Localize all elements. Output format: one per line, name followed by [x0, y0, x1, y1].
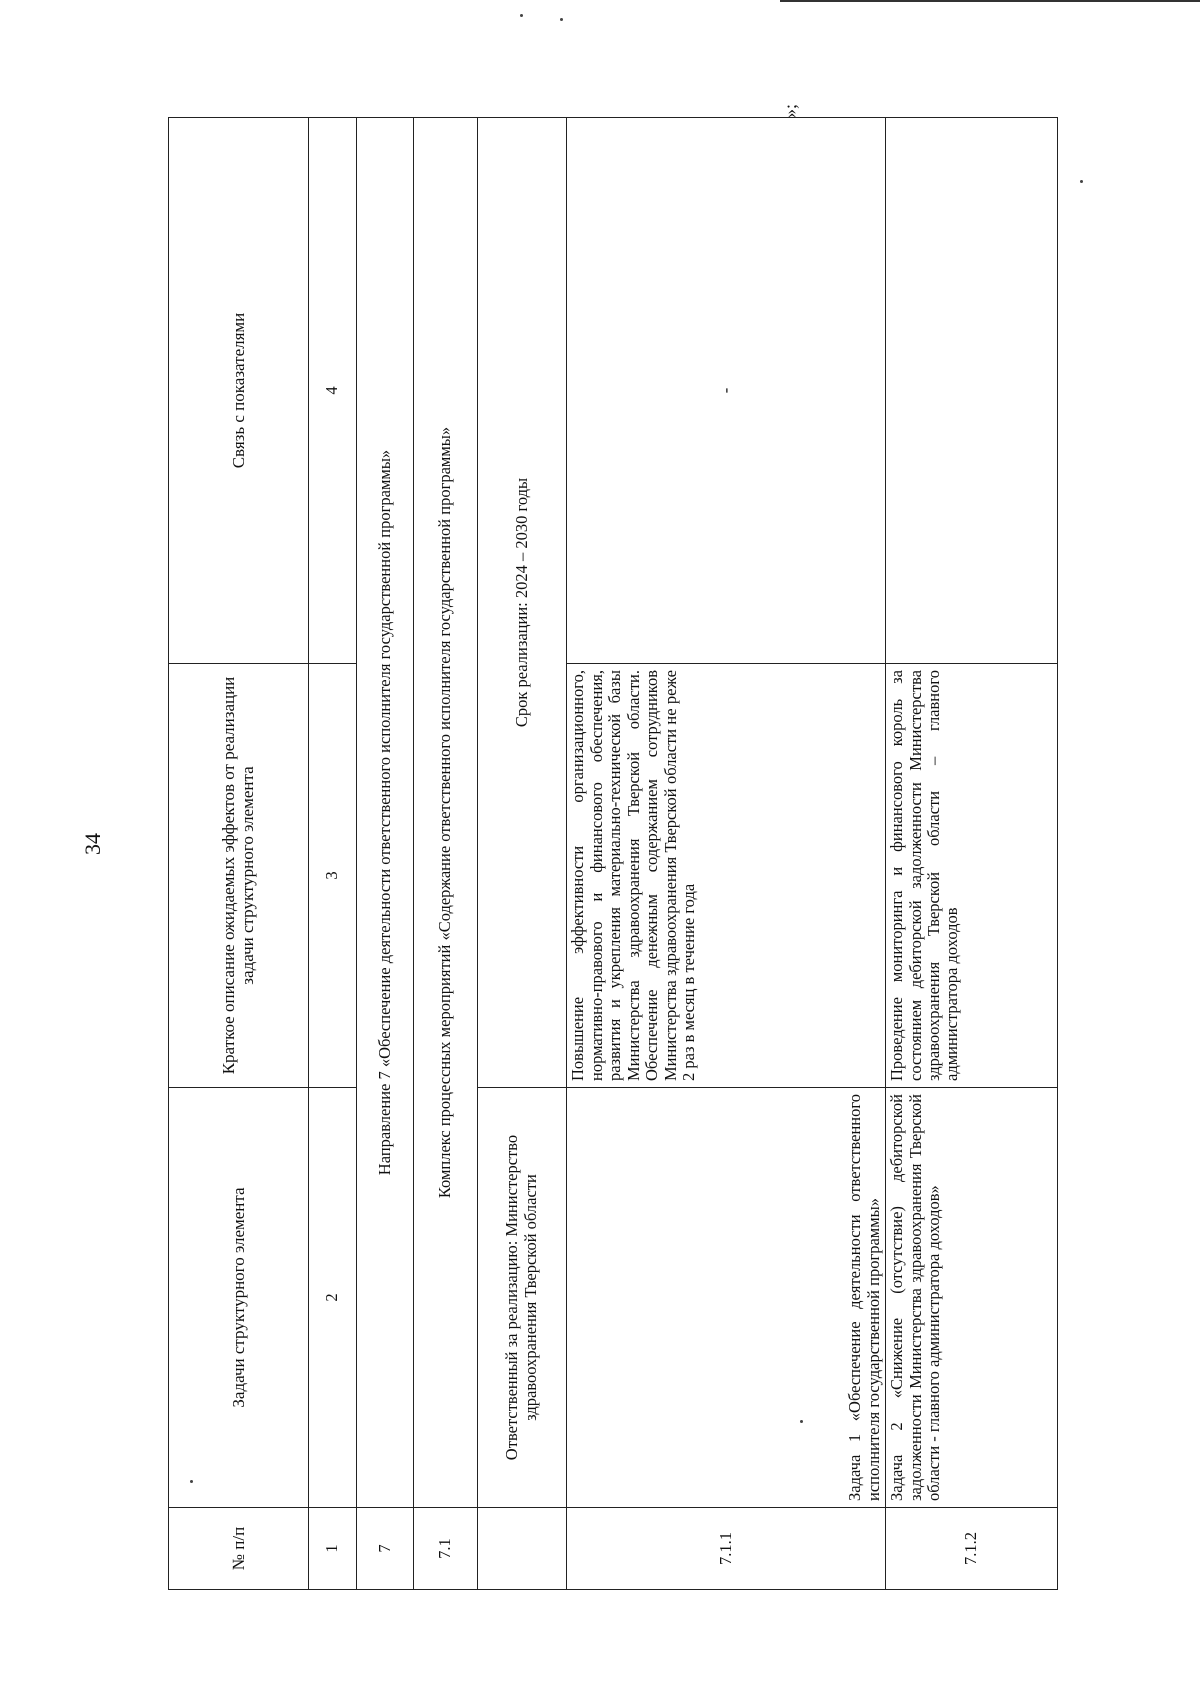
task-row	[886, 118, 1058, 1590]
task-link	[886, 118, 1058, 664]
column-number: 2	[308, 1088, 356, 1508]
direction-num: 7	[357, 1508, 414, 1590]
task-effects: Повышение эффективности организационного, нормативно-правового и финансового обеспечения, развития и укрепления материально-технической базы Министерства здравоохранения Тверской области. Обеспечение денежным содержанием сотрудников Министерства здравоохранения Тверской области не реже 2 раз в месяц в течение года	[567, 664, 886, 1088]
task-effects: Проведение мониторинга и финансового король за состоянием дебиторской задолженности Министерства здравоохранения Тверской области – главного администратора доходов	[886, 664, 1058, 1088]
responsible-row	[477, 118, 567, 1590]
direction-row	[357, 118, 414, 1590]
header-task: Задачи структурного элемента	[169, 1088, 309, 1508]
complex-row	[414, 118, 477, 1590]
scan-speck	[560, 18, 563, 21]
period-text: Срок реализации: 2024 – 2030 годы	[477, 118, 567, 1088]
scan-speck	[520, 14, 523, 17]
column-number: 1	[308, 1508, 356, 1590]
scan-edge-line	[780, 0, 1200, 2]
column-number: 4	[308, 118, 356, 664]
direction-text: Направление 7 «Обеспечение деятельности ответственного исполнителя государственной программы»	[357, 118, 414, 1508]
complex-num: 7.1	[414, 1508, 477, 1590]
column-number-row	[308, 118, 356, 1590]
task-num: 7.1.2	[886, 1508, 1058, 1590]
responsible-text: Ответственный за реализацию: Министерство здравоохранения Тверской области	[477, 1088, 567, 1508]
table-header-row	[169, 118, 309, 1590]
margin-mark: »;	[780, 103, 800, 118]
task-text: Задача 2 «Снижение (отсутствие) дебиторской задолженности Министерства здравоохранения Тверской области - главного администратора доходов»	[886, 1088, 1058, 1508]
page-number: 34	[80, 833, 105, 855]
task-row	[567, 118, 886, 1590]
rotated-table-container	[168, 118, 1058, 1590]
header-num: № п/п	[169, 1508, 309, 1590]
responsible-empty-cell	[477, 1508, 567, 1590]
header-effects: Краткое описание ожидаемых эффектов от реализации задачи структурного элемента	[169, 664, 309, 1088]
column-number: 3	[308, 664, 356, 1088]
scan-speck	[1080, 180, 1083, 183]
task-num: 7.1.1	[567, 1508, 886, 1590]
header-link: Связь с показателями	[169, 118, 309, 664]
task-text: Задача 1 «Обеспечение деятельности ответственного исполнителя государственной программы»	[567, 1088, 886, 1508]
complex-text: Комплекс процессных мероприятий «Содержание ответственного исполнителя государственной программы»	[414, 118, 477, 1508]
tasks-table	[168, 117, 1058, 1590]
task-link: -	[567, 118, 886, 664]
